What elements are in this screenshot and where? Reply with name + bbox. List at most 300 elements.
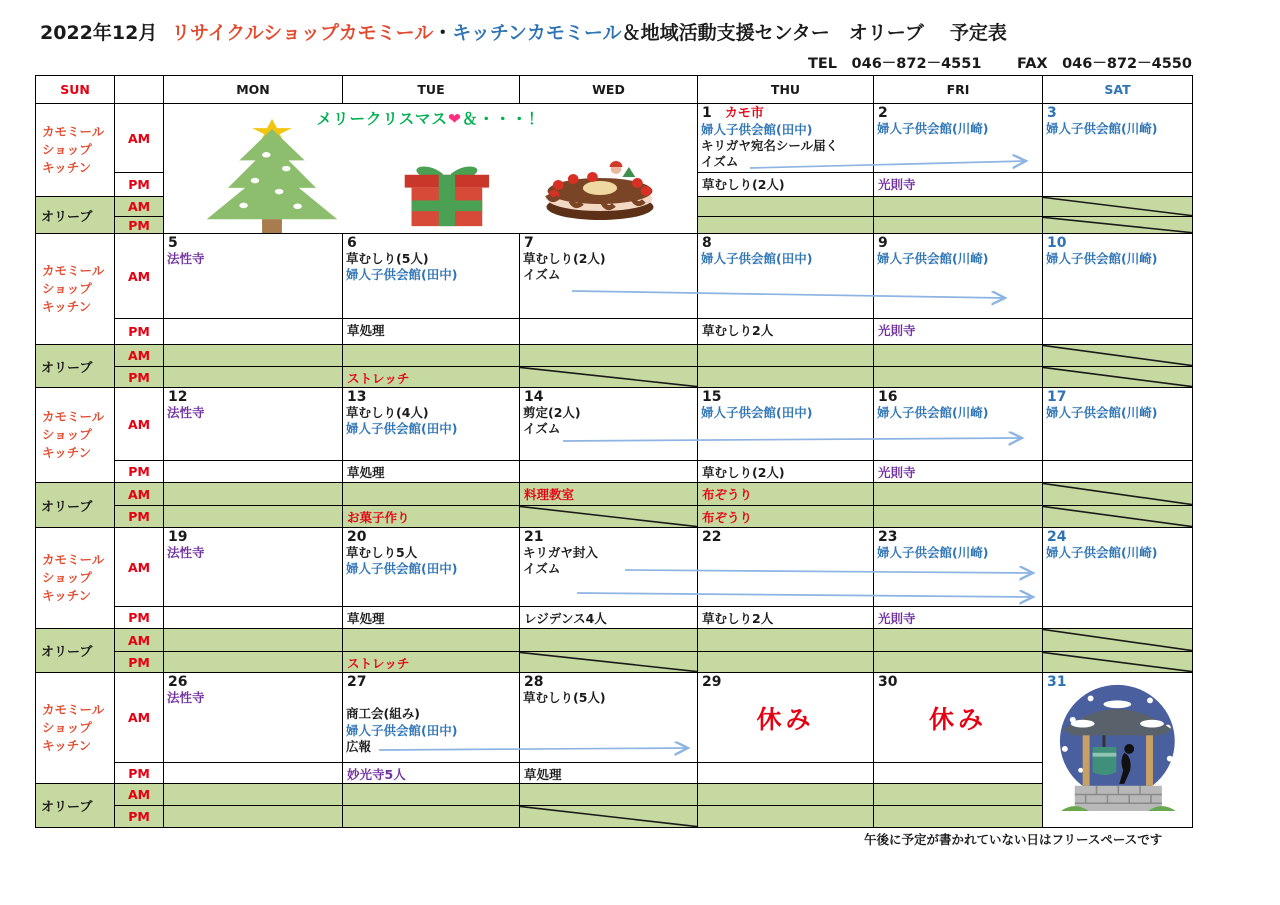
day-number: 5	[168, 235, 178, 251]
olive-pm-cell	[163, 366, 342, 387]
day-cell	[697, 672, 873, 762]
olive-am-cell	[1042, 344, 1192, 366]
olive-row-label	[35, 196, 114, 233]
event-text: 婦人子供会館(川崎)	[877, 121, 989, 137]
olive-am-cell	[1042, 196, 1192, 216]
olive-pm-cell	[873, 805, 1042, 827]
day-cell	[697, 527, 873, 606]
tel-label: TEL 046－872－4551	[808, 56, 982, 72]
chamomile-row-label-line: キッチン	[42, 738, 92, 754]
olive-am-cell	[873, 196, 1042, 216]
crossed-out-line	[520, 806, 697, 827]
day-number: 3	[1047, 105, 1057, 121]
event-text: 草むしり(5人)	[346, 251, 429, 267]
olive-pm-cell	[342, 505, 519, 527]
event-text: 布ぞうり	[702, 510, 753, 525]
olive-pm-cell	[1042, 505, 1192, 527]
title-kitchen: キッチンカモミール	[452, 22, 622, 44]
day-number: 26	[168, 674, 188, 690]
event-text: イズム	[523, 561, 561, 577]
olive-row-label-text: オリーブ	[41, 209, 93, 225]
weekday-header-label: SUN	[60, 82, 90, 97]
am-label	[114, 233, 163, 318]
olive-pm-cell	[342, 366, 519, 387]
olive-am-cell	[163, 628, 342, 651]
event-text: 光則寺	[878, 177, 916, 192]
christmas-greeting: メリークリスマス❤＆・・・！	[316, 110, 545, 128]
pm-label	[114, 172, 163, 196]
chamomile-row-label-line: カモミール	[42, 408, 105, 424]
olive-pm-cell	[163, 651, 342, 672]
olive-am-cell	[519, 482, 697, 505]
olive-pm-label	[114, 805, 163, 827]
title-schedule: 予定表	[949, 22, 1007, 44]
day-number: 28	[524, 674, 544, 690]
event-text: 婦人子供会館(川崎)	[877, 545, 989, 561]
event-text: イズム	[523, 267, 561, 283]
event-text: 婦人子供会館(川崎)	[1046, 545, 1158, 561]
weekday-header-tue	[342, 75, 519, 103]
crossed-out-line	[1043, 483, 1192, 505]
event-text: キリガヤ封入	[523, 545, 598, 561]
olive-am-cell	[163, 482, 342, 505]
closed-label: 休み	[756, 704, 815, 734]
contact-line	[808, 52, 1192, 73]
olive-am-cell	[873, 783, 1042, 805]
chamomile-row-label-line: キッチン	[42, 160, 92, 176]
day-number: 8	[702, 235, 712, 251]
chamomile-row-label	[35, 103, 114, 196]
olive-row-label	[35, 783, 114, 827]
crossed-out-line	[520, 367, 697, 387]
olive-am-cell	[697, 196, 873, 216]
weekday-header-mon	[163, 75, 342, 103]
day-cell-31	[1042, 672, 1192, 827]
day-cell	[163, 233, 342, 318]
day-number-line	[343, 388, 519, 405]
event-text: 光則寺	[878, 465, 916, 480]
chamomile-row-label-line: カモミール	[42, 262, 105, 278]
crossed-out-line	[520, 506, 697, 527]
weekday-header-label: THU	[770, 82, 801, 97]
olive-am-label	[114, 344, 163, 366]
day-cell	[1042, 103, 1192, 172]
day-number: 29	[702, 674, 722, 690]
calendar-table	[35, 75, 1193, 828]
olive-row-label-text: オリーブ	[41, 360, 93, 376]
pm-cell	[873, 762, 1042, 783]
day-number: 23	[878, 529, 898, 545]
chamomile-row-label	[35, 672, 114, 783]
event-text: 光則寺	[878, 323, 916, 338]
pm-cell	[163, 762, 342, 783]
day-number-line	[874, 388, 1042, 405]
christmas-cake-icon	[539, 155, 661, 223]
olive-pm-cell	[873, 216, 1042, 233]
crossed-out-line	[1043, 652, 1192, 672]
olive-am-cell	[342, 783, 519, 805]
event-text: 草処理	[524, 767, 562, 782]
olive-am-cell	[163, 783, 342, 805]
pm-cell	[163, 606, 342, 628]
day-cell	[519, 387, 697, 460]
day-number: 2	[878, 105, 888, 121]
olive-pm-cell	[1042, 366, 1192, 387]
pm-cell	[1042, 606, 1192, 628]
day-number: 19	[168, 529, 188, 545]
day-number-line	[164, 234, 342, 251]
day-cell	[697, 233, 873, 318]
olive-row-label-text: オリーブ	[41, 645, 93, 660]
pm-cell	[697, 318, 873, 344]
event-text: レジデンス4人	[524, 611, 607, 626]
day-number-line	[698, 388, 873, 405]
olive-am-label	[114, 196, 163, 216]
pm-cell	[519, 606, 697, 628]
olive-am-cell	[342, 482, 519, 505]
footer-note: 午後に予定が書かれていない日はフリースペースです	[864, 832, 1163, 847]
pm-label	[114, 460, 163, 482]
olive-am-cell	[873, 628, 1042, 651]
olive-am-cell	[697, 344, 873, 366]
title-month: 2022年12月	[40, 22, 158, 44]
weekday-header-wed	[519, 75, 697, 103]
event-text: お菓子作り	[347, 510, 410, 525]
chamomile-row-label-line: カモミール	[42, 551, 105, 567]
pm-cell	[163, 460, 342, 482]
day-number-line	[520, 388, 697, 405]
day-number-line	[874, 234, 1042, 251]
olive-am-cell	[519, 783, 697, 805]
olive-pm-cell	[163, 505, 342, 527]
olive-pm-cell	[697, 651, 873, 672]
pm-cell	[342, 606, 519, 628]
pm-label-text: PM	[128, 464, 150, 479]
event-text: 婦人子供会館(田中)	[701, 405, 813, 421]
chamomile-row-label	[35, 233, 114, 344]
pm-label	[114, 762, 163, 783]
weekday-header-label: TUE	[417, 82, 445, 97]
day-cell	[342, 233, 519, 318]
chamomile-row-label-line: カモミール	[42, 123, 105, 139]
event-text: 広報	[346, 738, 372, 754]
pm-cell	[519, 460, 697, 482]
olive-pm-cell	[519, 505, 697, 527]
olive-pm-cell	[873, 651, 1042, 672]
event-text: ストレッチ	[347, 371, 410, 386]
pm-label-text: PM	[128, 217, 150, 233]
day-number: 13	[347, 389, 367, 405]
olive-pm-label	[114, 505, 163, 527]
event-text: 婦人子供会館(田中)	[346, 561, 458, 577]
pm-label-text: PM	[128, 765, 150, 781]
event-text: 草むしり(2人)	[523, 251, 606, 267]
pm-cell	[873, 460, 1042, 482]
title-separator: ・	[433, 22, 453, 44]
pm-cell	[873, 606, 1042, 628]
day-cell	[519, 233, 697, 318]
event-text: 草むしり5人	[346, 545, 418, 561]
event-text: 法性寺	[167, 690, 205, 706]
event-text: 婦人子供会館(田中)	[701, 121, 813, 137]
olive-row-label	[35, 628, 114, 672]
olive-am-cell	[1042, 628, 1192, 651]
pm-label-text: PM	[128, 509, 150, 524]
olive-am-cell	[519, 344, 697, 366]
am-label	[114, 103, 163, 172]
day-number-line	[1043, 388, 1192, 405]
event-text: 草処理	[347, 611, 385, 626]
day-cell	[1042, 387, 1192, 460]
event-text: 妙光寺5人	[347, 767, 406, 782]
pm-cell	[342, 318, 519, 344]
day-number-line	[343, 234, 519, 251]
new-year-bell-icon	[1051, 681, 1185, 819]
day-cell	[1042, 233, 1192, 318]
day-number: 24	[1047, 529, 1067, 545]
day-number-line	[520, 234, 697, 251]
olive-am-cell	[873, 344, 1042, 366]
event-text: 婦人子供会館(川崎)	[1046, 251, 1158, 267]
chamomile-row-label-line: ショップ	[42, 280, 92, 296]
am-label-text: AM	[127, 348, 151, 363]
pm-cell	[873, 172, 1042, 196]
pm-label-text: PM	[128, 369, 150, 385]
event-text	[343, 690, 519, 706]
olive-pm-cell	[1042, 216, 1192, 233]
day-cell	[163, 527, 342, 606]
day-number: 12	[168, 389, 188, 405]
olive-am-cell	[697, 628, 873, 651]
am-label	[114, 387, 163, 460]
olive-pm-cell	[519, 651, 697, 672]
day-cell	[697, 387, 873, 460]
weekday-header-sat	[1042, 75, 1192, 103]
day-cell	[873, 103, 1042, 172]
pm-cell	[697, 762, 873, 783]
day-number: 21	[524, 529, 544, 545]
pm-cell	[163, 318, 342, 344]
day-cell	[873, 527, 1042, 606]
day-number: 10	[1047, 235, 1067, 251]
chamomile-row-label-line: キッチン	[42, 299, 92, 315]
pm-label-text: PM	[128, 324, 150, 339]
day-cell	[697, 103, 873, 172]
event-text: 商工会(組み)	[346, 706, 420, 722]
event-text: 剪定(2人)	[523, 405, 581, 421]
day-number-line	[698, 234, 873, 251]
day-cell	[519, 672, 697, 762]
event-text: 婦人子供会館(田中)	[346, 267, 458, 283]
day-number: 16	[878, 389, 898, 405]
weekday-header-label: WED	[592, 82, 625, 97]
weekday-header-label	[137, 82, 141, 97]
olive-am-label	[114, 783, 163, 805]
olive-pm-label	[114, 651, 163, 672]
olive-am-label	[114, 482, 163, 505]
day-number: 20	[347, 529, 367, 545]
day-cell	[342, 527, 519, 606]
pm-label-text: PM	[128, 177, 150, 192]
event-text: 光則寺	[878, 611, 916, 626]
pm-label-text: PM	[128, 809, 150, 824]
chamomile-row-label-line: キッチン	[42, 588, 92, 604]
event-text: キリガヤ宛名シール届く	[701, 138, 839, 154]
olive-am-cell	[342, 628, 519, 651]
day-cell	[873, 672, 1042, 762]
day-number: 17	[1047, 389, 1067, 405]
crossed-out-line	[1043, 506, 1192, 527]
day-number-line	[164, 673, 342, 690]
pm-cell	[1042, 172, 1192, 196]
closed-label: 休み	[928, 704, 987, 734]
day-cell	[342, 387, 519, 460]
olive-am-cell	[697, 783, 873, 805]
chamomile-row-label-line: ショップ	[42, 719, 92, 735]
event-text: 法性寺	[167, 545, 205, 561]
olive-pm-cell	[519, 366, 697, 387]
gift-box-icon	[402, 163, 492, 227]
olive-pm-label	[114, 216, 163, 233]
event-text: 法性寺	[167, 251, 205, 267]
weekday-header-fri	[873, 75, 1042, 103]
event-text: イズム	[523, 421, 561, 437]
olive-pm-label	[114, 366, 163, 387]
day-number-line	[874, 528, 1042, 545]
event-text: 婦人子供会館(川崎)	[1046, 405, 1158, 421]
day-number: 22	[702, 529, 722, 545]
olive-pm-cell	[873, 366, 1042, 387]
day-cell	[873, 387, 1042, 460]
weekday-header-label: FRI	[946, 82, 970, 97]
crossed-out-line	[1043, 367, 1192, 387]
weekday-header-sun	[35, 75, 114, 103]
event-text: 草むしり(2人)	[702, 177, 785, 192]
pm-cell	[697, 460, 873, 482]
pm-label	[114, 606, 163, 628]
christmas-tree-icon	[201, 118, 343, 234]
pm-cell	[519, 318, 697, 344]
pm-cell	[342, 460, 519, 482]
day-tag: カモ市	[711, 106, 764, 121]
olive-am-label	[114, 628, 163, 651]
event-text: 婦人子供会館(川崎)	[877, 251, 989, 267]
chamomile-row-label-line: キッチン	[42, 445, 92, 461]
olive-am-cell	[1042, 482, 1192, 505]
day-number-line	[520, 673, 697, 690]
am-label-text: AM	[127, 559, 151, 575]
olive-am-cell	[163, 344, 342, 366]
day-number: 6	[347, 235, 357, 251]
day-number-line	[698, 528, 873, 545]
pm-label	[114, 318, 163, 344]
day-number-line	[1043, 234, 1192, 251]
event-text: 婦人子供会館(田中)	[346, 722, 458, 738]
event-text: 布ぞうり	[702, 487, 753, 502]
event-text: 婦人子供会館(田中)	[701, 251, 813, 267]
weekday-header-label: SAT	[1104, 82, 1131, 97]
day-number: 9	[878, 235, 888, 251]
pm-label-text: PM	[128, 610, 150, 625]
crossed-out-line	[1043, 345, 1192, 366]
chamomile-row-label-line: カモミール	[42, 701, 105, 717]
day-number-line	[164, 388, 342, 405]
event-text: 草処理	[347, 465, 385, 480]
pm-cell	[519, 762, 697, 783]
pm-cell	[342, 762, 519, 783]
day-number-line	[698, 673, 725, 690]
chamomile-row-label	[35, 527, 114, 628]
olive-am-cell	[519, 628, 697, 651]
am-label-text: AM	[127, 268, 151, 284]
event-text: 草むしり(5人)	[523, 690, 606, 706]
weekday-header-blank	[114, 75, 163, 103]
event-text: 料理教室	[524, 487, 575, 502]
day-number-line	[1043, 104, 1192, 121]
olive-pm-cell	[873, 505, 1042, 527]
olive-pm-cell	[697, 505, 873, 527]
pm-cell	[1042, 318, 1192, 344]
day-number-line	[343, 528, 519, 545]
day-number: 15	[702, 389, 722, 405]
am-label-text: AM	[127, 710, 151, 725]
am-label-text: AM	[127, 199, 151, 214]
olive-am-cell	[342, 344, 519, 366]
olive-pm-cell	[519, 805, 697, 827]
fax-label: FAX 046－872－4550	[1016, 56, 1192, 72]
christmas-greeting-cell	[163, 103, 697, 233]
day-number-line	[698, 104, 873, 122]
day-number-line	[343, 673, 519, 690]
event-text: 草処理	[347, 323, 385, 338]
chamomile-row-label	[35, 387, 114, 482]
olive-am-cell	[697, 482, 873, 505]
olive-row-label	[35, 482, 114, 527]
event-text: イズム	[701, 154, 739, 170]
day-cell	[163, 387, 342, 460]
olive-pm-cell	[342, 651, 519, 672]
crossed-out-line	[1043, 197, 1192, 216]
olive-row-label	[35, 344, 114, 387]
am-label-text: AM	[127, 416, 151, 432]
crossed-out-line	[520, 652, 697, 672]
chamomile-row-label-line: ショップ	[42, 426, 92, 442]
day-number: 30	[878, 674, 898, 690]
chamomile-row-label-line: ショップ	[42, 569, 92, 585]
page-title	[40, 18, 1007, 45]
chamomile-row-label-line: ショップ	[42, 141, 92, 157]
day-cell	[342, 672, 519, 762]
event-text: 婦人子供会館(川崎)	[1046, 121, 1158, 137]
day-cell	[1042, 527, 1192, 606]
day-number: 1	[702, 105, 712, 121]
event-text: 草むしり(4人)	[346, 405, 429, 421]
day-number: 14	[524, 389, 544, 405]
pm-cell	[697, 172, 873, 196]
title-suffix: ＆地域活動支援センター オリーブ	[621, 22, 924, 44]
olive-pm-cell	[1042, 651, 1192, 672]
day-number: 31	[1047, 674, 1067, 690]
olive-row-label-text: オリーブ	[41, 800, 93, 815]
event-text: 法性寺	[167, 405, 205, 421]
olive-pm-cell	[163, 805, 342, 827]
weekday-header-label: MON	[236, 82, 270, 97]
event-text: 婦人子供会館(川崎)	[877, 405, 989, 421]
event-text: 婦人子供会館(田中)	[346, 421, 458, 437]
am-label-text: AM	[127, 130, 151, 146]
day-number-line	[874, 673, 901, 690]
olive-pm-cell	[697, 805, 873, 827]
